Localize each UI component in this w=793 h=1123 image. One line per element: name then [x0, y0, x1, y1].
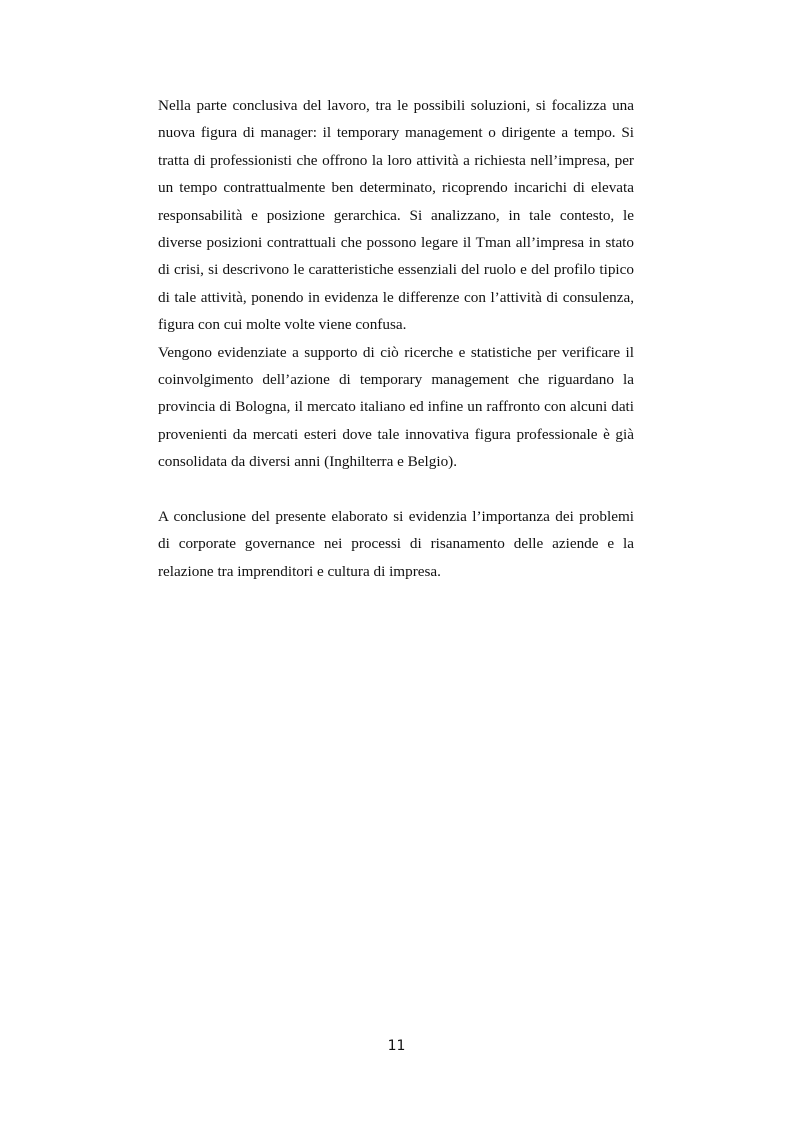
body-text [158, 92, 634, 585]
paragraph-conclusion: A conclusione del presente elaborato si evidenzia l’importanza dei problemi di corporate governance nei processi di risanamento delle aziende e la relazione tra imprenditori e cultura di impresa. [158, 508, 634, 580]
paragraph-spacer [158, 476, 634, 503]
paragraph-research-statistics: Vengono evidenziate a supporto di ciò ricerche e statistiche per verificare il coinvolgimento dell’azione di temporary management che riguardano la provincia di Bologna, il mercato italiano ed infine un raffronto con alcuni dati provenienti da mercati esteri dove tale innovativa figura professionale è già consolidata da diversi anni (Inghilterra e Belgio). [158, 343, 634, 471]
paragraph-temporary-management: Nella parte conclusiva del lavoro, tra le possibili soluzioni, si focalizza una nuova figura di manager: il temporary management o dirigente a tempo. Si tratta di professionisti che offrono la loro attività a richiesta nell’impresa, per un tempo contrattualmente ben determinato, ricoprendo incarichi di elevata responsabilità e posizione gerarchica. Si analizzano, in tale contesto, le diverse posizioni contrattuali che possono legare il Tman all’impresa in stato di crisi, si descrivono le caratteristiche essenziali del ruolo e del profilo tipico di tale attività, ponendo in evidenza le differenze con l’attività di consulenza, figura con cui molte volte viene confusa. [158, 97, 634, 334]
page-number: 11 [387, 1038, 406, 1054]
